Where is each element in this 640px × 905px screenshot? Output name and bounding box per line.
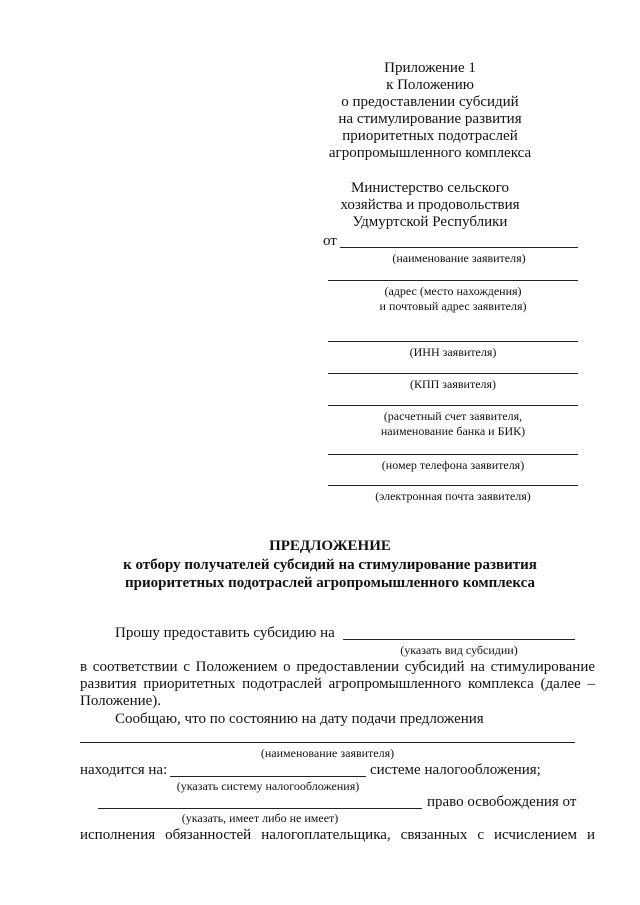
phone-hint: (номер телефона заявителя) bbox=[381, 458, 525, 472]
address-hint: (адрес (место нахождения) bbox=[384, 284, 522, 298]
account-hint-2: наименование банка и БИК) bbox=[380, 424, 526, 438]
paragraph-line: Сообщаю, что по состоянию на дату подачи предложения bbox=[115, 711, 484, 727]
paragraph-line: развития приоритетных подотраслей агропромышленного комплекса (далее – bbox=[80, 676, 595, 692]
applicant-name-hint: (наименование заявителя) bbox=[392, 251, 526, 265]
appendix-line: приоритетных подотраслей bbox=[342, 128, 518, 144]
phone-line bbox=[328, 454, 578, 455]
appendix-title: Приложение 1 bbox=[384, 60, 476, 76]
from-label: от bbox=[323, 233, 337, 249]
appendix-line: агропромышленного комплекса bbox=[328, 145, 532, 161]
ministry-line: Министерство сельского bbox=[350, 180, 510, 196]
request-text: Прошу предоставить субсидию на bbox=[115, 625, 335, 641]
email-line bbox=[328, 485, 578, 486]
applicant-name-line bbox=[340, 247, 578, 248]
exemption-line bbox=[98, 808, 422, 809]
tax-system-hint: (указать систему налогообложения) bbox=[176, 779, 360, 793]
account-line bbox=[328, 405, 578, 406]
kpp-line bbox=[328, 373, 578, 374]
applicant-name-body-hint: (наименование заявителя) bbox=[260, 746, 395, 760]
inn-line bbox=[328, 341, 578, 342]
address-line bbox=[328, 280, 578, 281]
account-hint: (расчетный счет заявителя, bbox=[383, 409, 523, 423]
applicant-name-body-line bbox=[80, 742, 575, 743]
located-label: находится на: bbox=[80, 762, 168, 778]
document-subtitle-line: к отбору получателей субсидий на стимулирование развития bbox=[123, 557, 537, 573]
exemption-hint: (указать, имеет либо не имеет) bbox=[181, 811, 339, 825]
ministry-line: Удмуртской Республики bbox=[352, 214, 508, 230]
paragraph-line: Положение). bbox=[80, 693, 162, 709]
address-hint-2: и почтовый адрес заявителя) bbox=[379, 299, 527, 313]
exemption-text: право освобождения от bbox=[427, 794, 577, 810]
paragraph-line: в соответствии с Положением о предоставлении субсидий на стимулирование bbox=[80, 659, 595, 675]
document-title: ПРЕДЛОЖЕНИЕ bbox=[269, 538, 391, 554]
tax-system-line bbox=[170, 776, 366, 777]
paragraph-line: исполнения обязанностей налогоплательщика, связанных с исчислением и bbox=[80, 827, 595, 843]
kpp-hint: (КПП заявителя) bbox=[409, 377, 497, 391]
appendix-line: о предоставлении субсидий bbox=[341, 94, 519, 110]
appendix-to: к Положению bbox=[386, 77, 474, 93]
inn-hint: (ИНН заявителя) bbox=[409, 345, 497, 359]
email-hint: (электронная почта заявителя) bbox=[375, 489, 531, 503]
subsidy-type-hint: (указать вид субсидии) bbox=[400, 643, 518, 657]
ministry-line: хозяйства и продовольствия bbox=[340, 197, 520, 213]
document-subtitle-line: приоритетных подотраслей агропромышленного комплекса bbox=[125, 575, 535, 591]
tax-system-text: системе налогообложения; bbox=[370, 762, 541, 778]
subsidy-type-line bbox=[343, 639, 575, 640]
appendix-line: на стимулирование развития bbox=[338, 111, 522, 127]
